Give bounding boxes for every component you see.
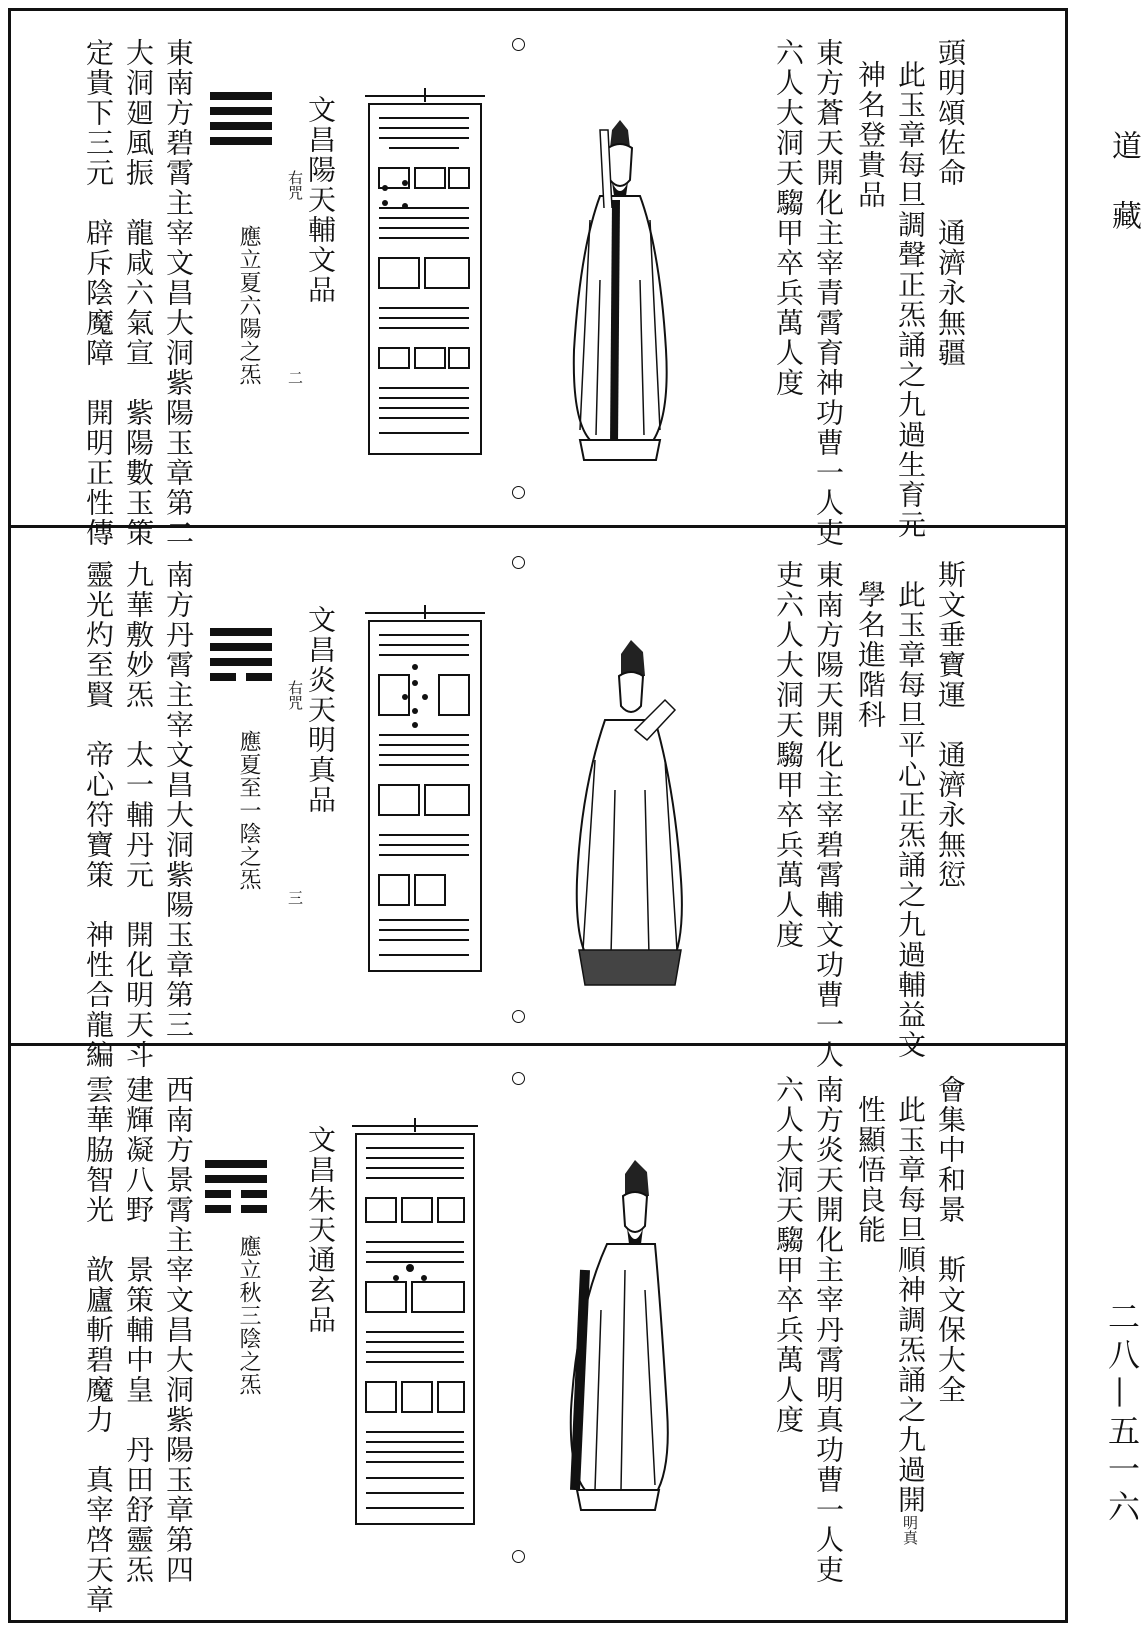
verse-closing: 頭明頌佐命 通濟永無疆 xyxy=(934,38,967,368)
verse-line: 定貴下三元 辟斥陰魔障 開明正性傳 xyxy=(82,38,115,548)
recitation-instruction: 此玉章每旦平心正炁誦之九過輔益文 xyxy=(894,580,927,1060)
canon-title: 道藏 xyxy=(1106,130,1141,270)
dot-marker xyxy=(512,1072,525,1085)
deity-figure xyxy=(555,1160,675,1520)
verse-line: 雲華脇智光 歆廬斬碧魔力 真宰啓天章 xyxy=(82,1075,115,1615)
talisman-title: 文昌炎天明真品 xyxy=(304,605,337,815)
page-number: 二八—五一六 xyxy=(1103,1300,1141,1528)
trigram xyxy=(210,628,272,688)
talisman-annotation: 右咒 xyxy=(286,680,304,710)
deity-dedication-end: 六人大洞天騶甲卒兵萬人度 xyxy=(772,1075,805,1435)
jade-chapter-heading: 東南方碧霄主宰文昌大洞紫陽玉章第二 xyxy=(162,38,195,548)
verse-line: 九華敷妙炁 太一輔丹元 開化明天斗 xyxy=(122,560,155,1070)
talisman-note: 應立秋三陰之炁 xyxy=(236,1235,261,1396)
jade-chapter-heading: 南方丹霄主宰文昌大洞紫陽玉章第三 xyxy=(162,560,195,1040)
deity-dedication: 東方蒼天開化主宰青霄育神功曹一人吏 xyxy=(812,38,845,548)
recitation-instruction xyxy=(890,1095,930,1545)
verse-line: 大洞廻風振 龍咸六氣宣 紫陽數玉策 xyxy=(122,38,155,548)
dot-marker xyxy=(512,1550,525,1563)
verse-line: 建輝凝八野 景策輔中皇 丹田舒靈炁 xyxy=(122,1075,155,1585)
recitation-instruction: 此玉章每旦調聲正炁誦之九過生育元 xyxy=(894,60,927,540)
talisman-note: 應夏至一陰之炁 xyxy=(236,730,261,891)
recitation-instruction-end: 神名登貴品 xyxy=(854,60,887,210)
dot-marker xyxy=(512,486,525,499)
talisman-annotation: 右咒 xyxy=(286,170,304,200)
dot-marker xyxy=(512,1010,525,1023)
talisman xyxy=(355,88,495,473)
deity-figure xyxy=(565,640,695,990)
deity-dedication: 南方炎天開化主宰丹霄明真功曹一人吏 xyxy=(812,1075,845,1585)
talisman-mark: 三 xyxy=(286,890,304,905)
trigram xyxy=(205,1160,267,1220)
recitation-small-annotation: 明真 xyxy=(901,1515,919,1545)
dot-marker xyxy=(512,556,525,569)
deity-dedication-end: 吏六人大洞天騶甲卒兵萬人度 xyxy=(772,560,805,950)
verse-closing: 會集中和景 斯文保大全 xyxy=(934,1075,967,1405)
talisman-note: 應立夏六陽之炁 xyxy=(236,225,261,386)
recitation-instruction-end: 學名進階科 xyxy=(854,580,887,730)
dot-marker xyxy=(512,38,525,51)
talisman-title: 文昌陽天輔文品 xyxy=(304,95,337,305)
talisman-title: 文昌朱天通玄品 xyxy=(304,1125,337,1335)
deity-dedication-end: 六人大洞天騶甲卒兵萬人度 xyxy=(772,38,805,398)
recitation-text: 此玉章每旦順神調炁誦之九過開 xyxy=(894,1095,927,1515)
verse-line: 靈光灼至賢 帝心符寶策 神性合龍編 xyxy=(82,560,115,1070)
recitation-instruction-end: 性顯悟良能 xyxy=(854,1095,887,1245)
trigram xyxy=(210,92,272,152)
talisman xyxy=(340,1118,490,1538)
deity-dedication: 東南方陽天開化主宰碧霄輔文功曹一人 xyxy=(812,560,845,1070)
jade-chapter-heading: 西南方景霄主宰文昌大洞紫陽玉章第四 xyxy=(162,1075,195,1585)
verse-closing: 斯文垂寶運 通濟永無愆 xyxy=(934,560,967,890)
talisman-mark: 二 xyxy=(286,370,304,385)
talisman xyxy=(355,605,495,990)
deity-figure xyxy=(560,100,680,480)
